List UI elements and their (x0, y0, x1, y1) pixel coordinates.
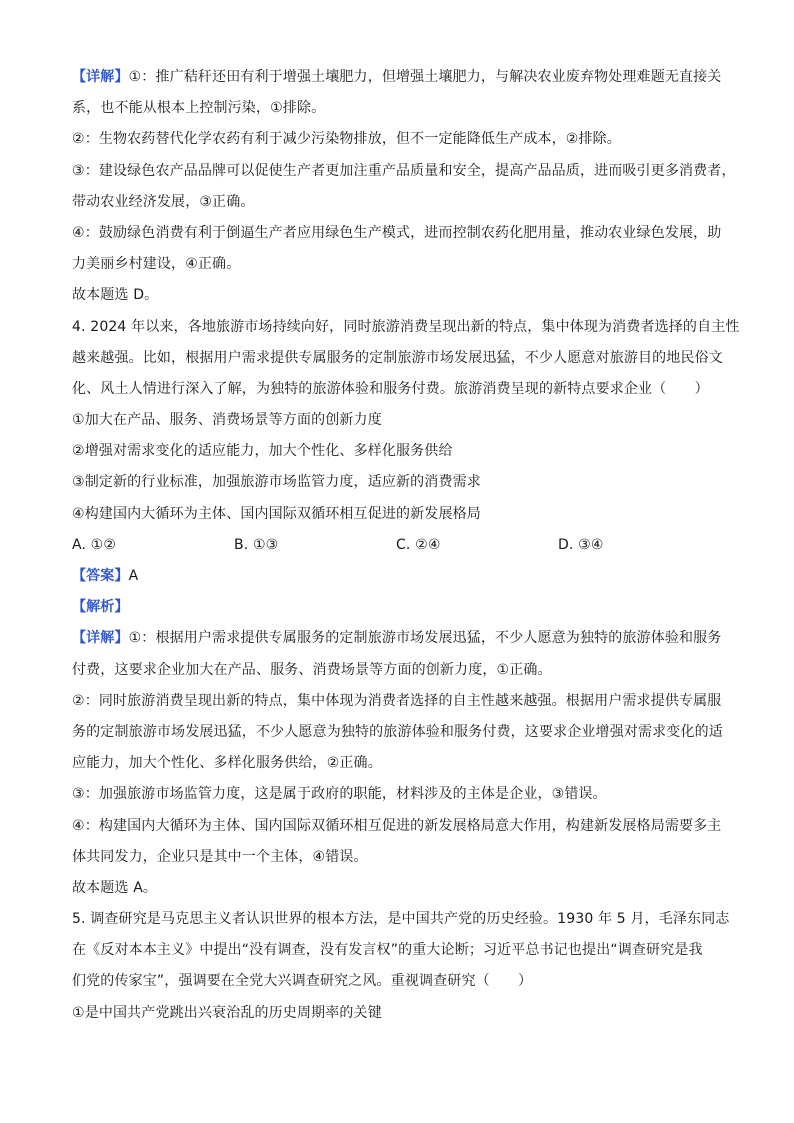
answer-tag: 【答案】 (72, 568, 129, 584)
q4-item: ①加大在产品、服务、消费场景等方面的创新力度 (72, 412, 382, 429)
q4-stem-line: 越来越强。比如，根据用户需求提供专属服务的定制旅游市场发展迅猛，不少人愿意对旅游目的地民俗文 (72, 349, 723, 366)
q4-detail-line: 务的定制旅游市场发展迅猛，不少人愿意为独特的旅游体验和服务付费，这要求企业增强对需求变化的适 (72, 723, 723, 740)
q4-item: ②增强对需求变化的适应能力，加大个性化、多样化服务供给 (72, 443, 453, 460)
q4-options (72, 530, 722, 561)
option-a: A. ①② (72, 536, 117, 553)
q4-analysis-heading (72, 592, 722, 623)
option-c: C. ②④ (396, 536, 441, 553)
q4-conclusion: 故本题选 A。 (72, 879, 158, 896)
q5-stem-line: 们党的传家宝”，强调要在全党大兴调查研究之风。重视调查研究（ ） (72, 973, 533, 990)
answer-value: A (128, 568, 139, 584)
option-d: D. ③④ (558, 536, 604, 553)
q4-item: ④构建国内大循环为主体、国内国际双循环相互促进的新发展格局 (72, 505, 481, 522)
q3-detail-line: 力美丽乡村建设，④正确。 (72, 256, 241, 273)
q4-detail-line: ④：构建国内大循环为主体、国内国际双循环相互促进的新发展格局意大作用，构建新发展格局需要多主 (72, 817, 722, 834)
detail-tag: 【详解】 (72, 69, 129, 85)
q4-detail-line: ②：同时旅游消费呈现出新的特点，集中体现为消费者选择的自主性越来越强。根据用户需求提供专属服 (72, 692, 722, 709)
q4-detail-line: 体共同发力，企业只是其中一个主体，④错误。 (72, 848, 368, 865)
q4-detail-line: 应能力，加大个性化、多样化服务供给，②正确。 (72, 755, 382, 772)
q3-detail-line: 带动农业经济发展，③正确。 (72, 193, 255, 210)
document-page (72, 62, 740, 1029)
q5-item: ①是中国共产党跳出兴衰治乱的历史周期率的关键 (72, 1004, 382, 1021)
q5-stem-line: 5. 调查研究是马克思主义者认识世界的根本方法，是中国共产党的历史经验。1930 年 5 月，毛泽东同志 (72, 911, 730, 928)
analysis-tag: 【解析】 (72, 599, 129, 616)
q4-answer (72, 561, 722, 592)
q5-stem-line: 在《反对本本主义》中提出“没有调查，没有发言权”的重大论断；习近平总书记也提出“调查研究是我 (72, 942, 703, 959)
q4-stem-line: 化、风土人情进行深入了解，为独特的旅游体验和服务付费。旅游消费呈现的新特点要求企业（ ） (72, 380, 709, 397)
q4-stem-line: 4. 2024 年以来，各地旅游市场持续向好，同时旅游消费呈现出新的特点，集中体现为消费者选择的自主性 (72, 318, 740, 335)
q4-detail-line: 【详解】①：根据用户需求提供专属服务的定制旅游市场发展迅猛，不少人愿意为独特的旅游体验和服务 (72, 630, 722, 647)
q3-detail-line: ③：建设绿色农产品品牌可以促使生产者更加注重产品质量和安全，提高产品品质，进而吸引更多消费者， (72, 162, 736, 179)
option-b: B. ①③ (234, 536, 279, 553)
q4-detail-line: ③：加强旅游市场监管力度，这是属于政府的职能，材料涉及的主体是企业，③错误。 (72, 786, 607, 803)
q3-detail-line: 系，也不能从根本上控制污染，①排除。 (72, 100, 326, 117)
q4-item: ③制定新的行业标准，加强旅游市场监管力度，适应新的消费需求 (72, 474, 481, 491)
q4-detail-line: 付费，这要求企业加大在产品、服务、消费场景等方面的创新力度，①正确。 (72, 661, 552, 678)
q3-detail-line: ②：生物农药替代化学农药有利于减少污染物排放，但不一定能降低生产成本，②排除。 (72, 131, 621, 148)
detail-tag: 【详解】 (72, 630, 129, 647)
q3-detail-line: ④：鼓励绿色消费有利于倒逼生产者应用绿色生产模式，进而控制农药化肥用量，推动农业绿色发展，助 (72, 224, 722, 241)
q3-detail-line: 【详解】①：推广秸秆还田有利于增强土壤肥力，但增强土壤肥力，与解决农业废弃物处理难题无直接关 (72, 69, 722, 85)
q3-conclusion: 故本题选 D。 (72, 287, 159, 304)
